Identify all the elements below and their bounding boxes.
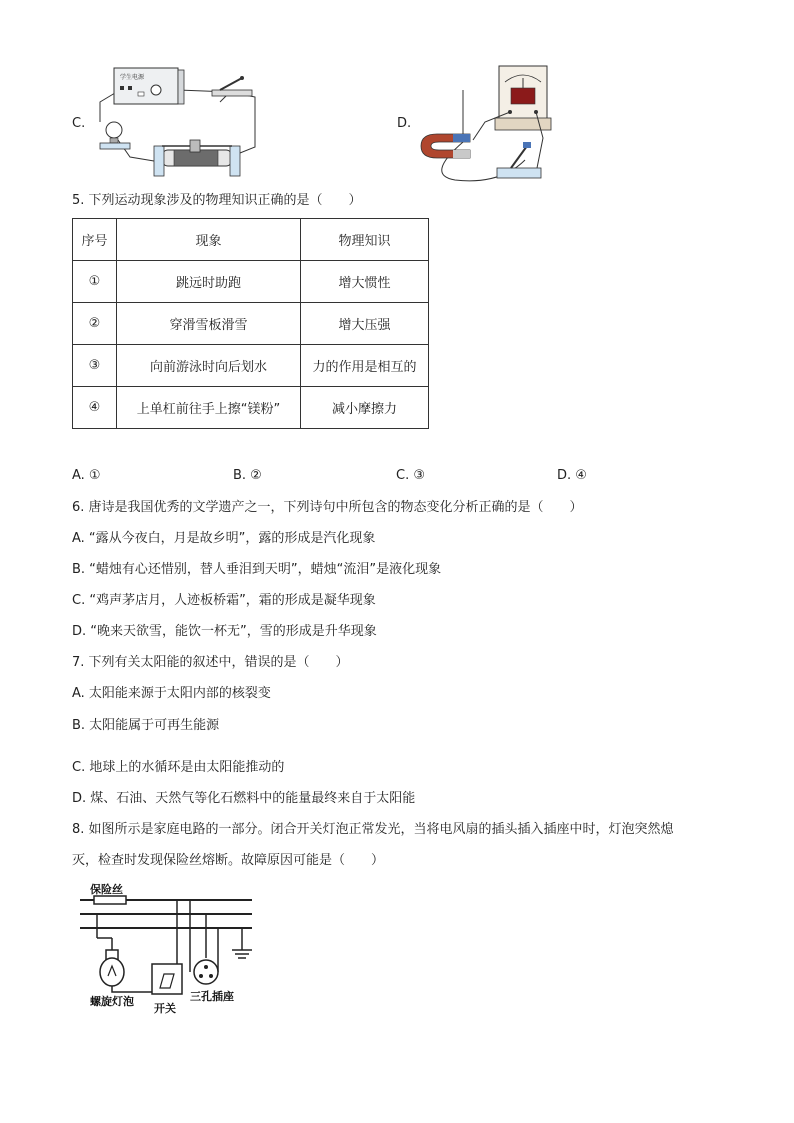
question-8-stem-line-2: 灭，检查时发现保险丝熔断。故障原因可能是（ ）: [72, 853, 385, 868]
switch-icon: [152, 964, 182, 994]
table-cell: 上单杠前往手上擦“镁粉”: [117, 387, 301, 429]
power-supply: [114, 68, 184, 104]
table-cell: ②: [73, 303, 117, 345]
header-cell: 物理知识: [301, 219, 429, 261]
header-cell: 序号: [73, 219, 117, 261]
figure-c-circuit: [90, 62, 265, 182]
table-row: [73, 387, 429, 429]
fuse-label: 保险丝: [90, 883, 123, 896]
q5-option-a: A. ①: [72, 468, 101, 483]
question-6-stem: 6. 唐诗是我国优秀的文学遗产之一，下列诗句中所包含的物态变化分析正确的是（ ）: [72, 500, 583, 515]
knife-switch: [497, 142, 541, 178]
light-bulb: [100, 122, 130, 149]
q5-option-d: D. ④: [557, 468, 587, 483]
table-cell: 增大压强: [301, 303, 429, 345]
bulb-label: 螺旋灯泡: [90, 995, 134, 1008]
header-cell: 现象: [117, 219, 301, 261]
ground-icon: [232, 928, 252, 958]
question-5-stem: 5. 下列运动现象涉及的物理知识正确的是（ ）: [72, 193, 362, 208]
table-row: [73, 303, 429, 345]
q6-option-a: A. “露从今夜白，月是故乡明”，露的形成是汽化现象: [72, 531, 376, 546]
table-row: [73, 261, 429, 303]
table-cell: 向前游泳时向后划水: [117, 345, 301, 387]
fuse: [94, 896, 126, 904]
q5-option-b: B. ②: [233, 468, 262, 483]
horseshoe-magnet: [421, 134, 470, 158]
q7-option-c: C. 地球上的水循环是由太阳能推动的: [72, 760, 285, 775]
table-cell: ④: [73, 387, 117, 429]
figure-d-circuit: [415, 60, 555, 185]
table-cell: 力的作用是相互的: [301, 345, 429, 387]
table-cell: 跳远时助跑: [117, 261, 301, 303]
q7-option-a: A. 太阳能来源于太阳内部的核裂变: [72, 686, 271, 701]
table-cell: 减小摩擦力: [301, 387, 429, 429]
figure-d-label: D.: [397, 116, 412, 131]
q6-option-d: D. “晚来天欲雪，能饮一杯无”，雪的形成是升华现象: [72, 624, 377, 639]
question-8-stem-line-1: 8. 如图所示是家庭电路的一部分。闭合开关灯泡正常发光，当将电风扇的插头插入插座中时，灯泡突然熄: [72, 822, 674, 837]
figure-c-label: C.: [72, 116, 86, 131]
q7-option-b: B. 太阳能属于可再生能源: [72, 718, 220, 733]
rheostat: [154, 140, 240, 176]
socket-label: 三孔插座: [190, 990, 234, 1003]
table-header-row: [73, 219, 429, 261]
q6-option-c: C. “鸡声茅店月，人迹板桥霜”，霜的形成是凝华现象: [72, 593, 376, 608]
table-row: [73, 345, 429, 387]
household-circuit-diagram: [72, 880, 262, 1020]
table-cell: 穿滑雪板滑雪: [117, 303, 301, 345]
q6-option-b: B. “蜡烛有心还惜别，替人垂泪到天明”，蜡烛“流泪”是液化现象: [72, 562, 442, 577]
table-cell: ③: [73, 345, 117, 387]
question-7-stem: 7. 下列有关太阳能的叙述中，错误的是（ ）: [72, 655, 349, 670]
q7-option-d: D. 煤、石油、天然气等化石燃料中的能量最终来自于太阳能: [72, 791, 416, 806]
galvanometer: [495, 66, 551, 130]
q5-option-c: C. ③: [396, 468, 425, 483]
question-5-table: [72, 218, 429, 429]
switch-label: 开关: [154, 1002, 176, 1015]
knife-switch: [212, 76, 252, 96]
svg-text:学生电源: 学生电源: [120, 74, 145, 81]
three-hole-socket-icon: [194, 960, 218, 984]
table-cell: 增大惯性: [301, 261, 429, 303]
screw-bulb-icon: [100, 950, 124, 986]
table-cell: ①: [73, 261, 117, 303]
